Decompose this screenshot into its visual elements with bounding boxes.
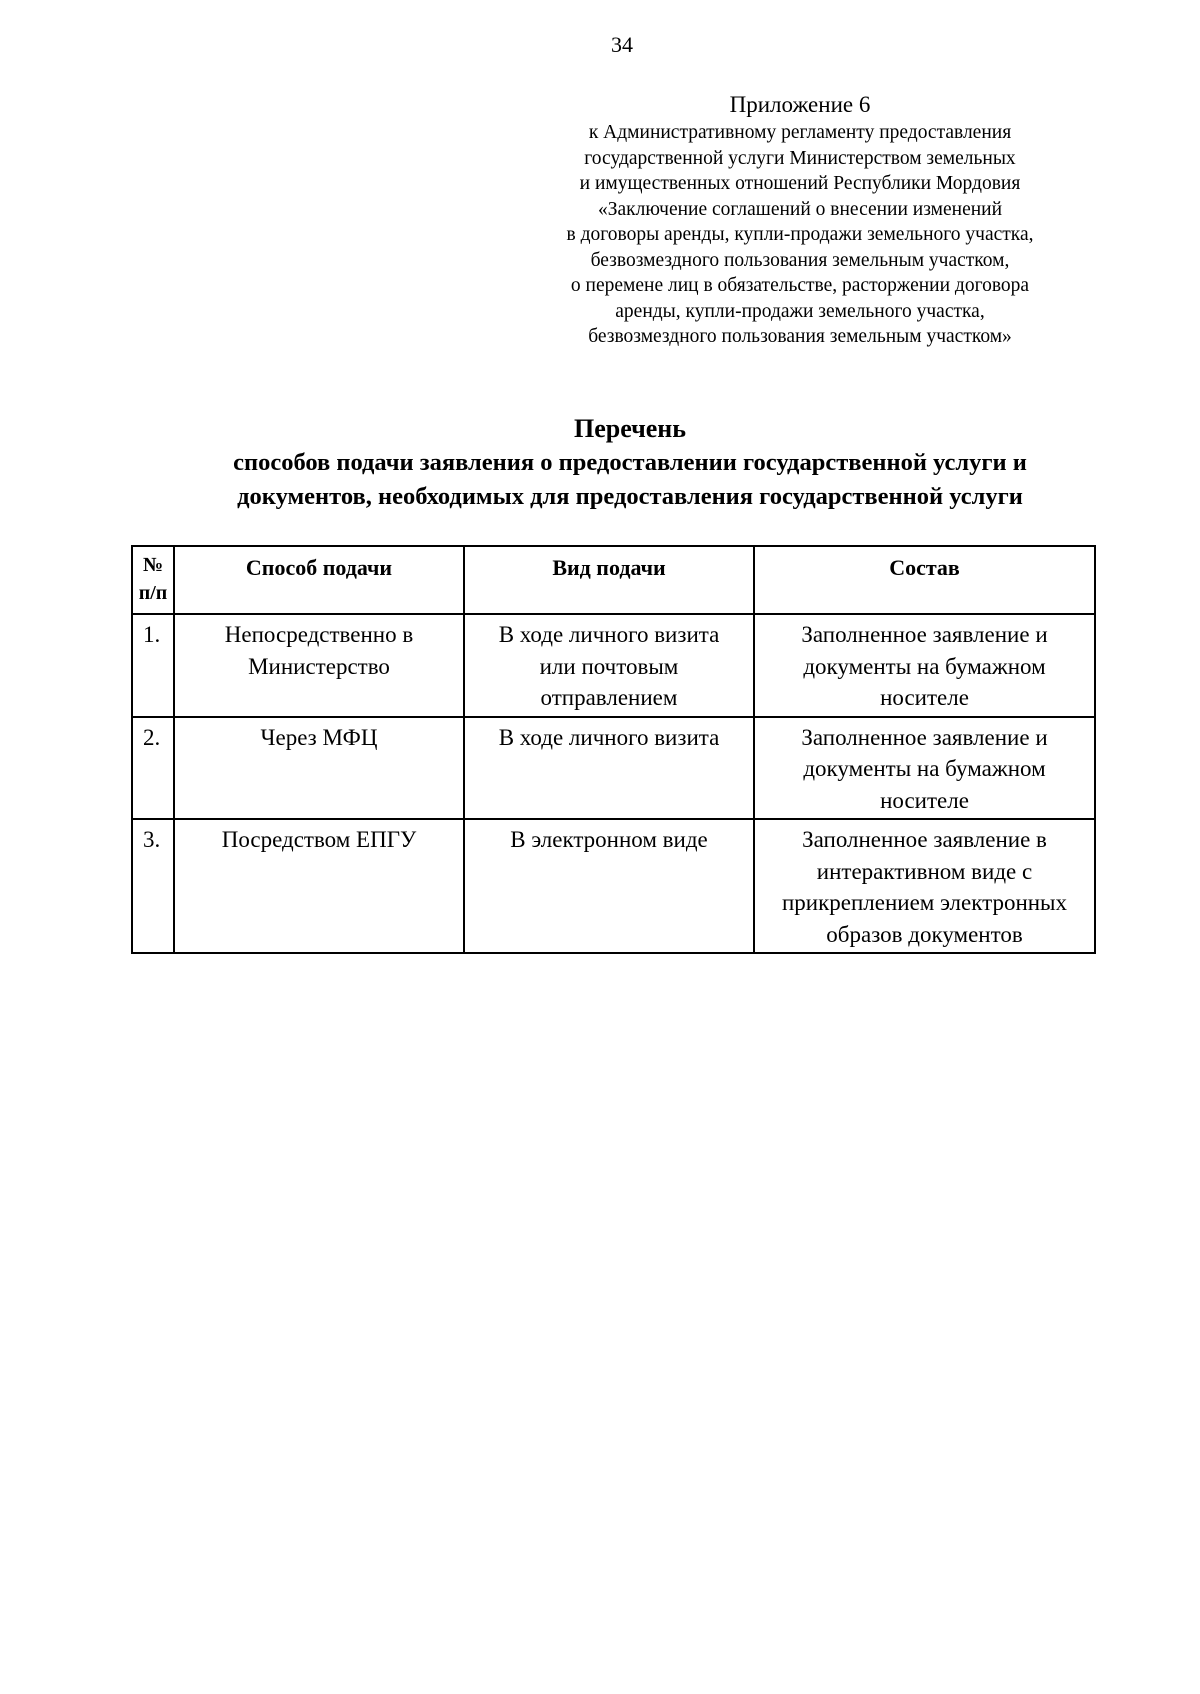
cell-line: носителе	[880, 685, 969, 710]
table-row	[132, 614, 1095, 717]
cell-line: В ходе личного визита	[498, 724, 720, 750]
cell-line: Заполненное заявление в	[802, 827, 1047, 852]
appendix-header	[520, 90, 1080, 350]
appendix-line: аренды, купли-продажи земельного участка,	[615, 300, 985, 322]
table-header-row	[132, 546, 1095, 614]
row-type	[464, 819, 754, 953]
row-type	[464, 614, 754, 717]
document-subtitle-line: способов подачи заявления о предоставлении государственной услуги и	[233, 449, 1027, 476]
appendix-line: в договоры аренды, купли-продажи земельного участка,	[566, 224, 1034, 245]
header-number-line: №	[142, 554, 164, 576]
table-row	[132, 819, 1095, 953]
header-number	[132, 546, 174, 614]
header-type: Вид подачи	[464, 546, 754, 614]
document-subtitle-line: документов, необходимых для предоставления государственной услуги	[237, 483, 1023, 510]
row-type	[464, 717, 754, 820]
row-number: 1.	[132, 614, 174, 717]
row-method	[174, 819, 464, 953]
appendix-line: к Административному регламенту предоставления	[588, 122, 1012, 143]
header-composition: Состав	[754, 546, 1095, 614]
row-number: 2.	[132, 717, 174, 820]
appendix-title: Приложение 6	[729, 92, 871, 117]
appendix-line: государственной услуги Министерством земельных	[584, 147, 1016, 169]
cell-line: документы на бумажном	[803, 756, 1046, 781]
row-method	[174, 614, 464, 717]
header-number-line: п/п	[138, 582, 168, 604]
cell-line: носителе	[880, 787, 969, 813]
cell-line: Заполненное заявление и	[801, 622, 1048, 647]
cell-line: Через МФЦ	[260, 724, 378, 750]
appendix-line: «Заключение соглашений о внесении изменений	[597, 198, 1003, 220]
appendix-line: безвозмездного пользования земельным участком»	[588, 326, 1012, 347]
row-composition	[754, 614, 1095, 717]
header-method: Способ подачи	[174, 546, 464, 614]
appendix-line: о перемене лиц в обязательстве, расторжении договора	[570, 275, 1030, 296]
document-title: Перечень	[573, 414, 687, 443]
row-composition	[754, 717, 1095, 820]
cell-line: Заполненное заявление и	[801, 724, 1048, 750]
cell-line: Посредством ЕПГУ	[221, 827, 417, 852]
document-heading	[130, 412, 1130, 514]
cell-line: прикреплением электронных	[781, 890, 1068, 915]
row-composition	[754, 819, 1095, 953]
cell-line: документы на бумажном	[803, 653, 1046, 679]
cell-line: интерактивном виде с	[816, 858, 1033, 884]
cell-line: В ходе личного визита	[498, 622, 720, 647]
row-number: 3.	[132, 819, 174, 953]
cell-line: отправлением	[540, 685, 678, 710]
row-method	[174, 717, 464, 820]
page-number: 34	[611, 32, 633, 57]
cell-line: образов документов	[826, 921, 1023, 947]
cell-line: Непосредственно в	[224, 622, 414, 647]
appendix-line: и имущественных отношений Республики Мордовия	[579, 173, 1021, 194]
cell-line: В электронном виде	[510, 827, 708, 852]
table-row	[132, 717, 1095, 820]
appendix-line: безвозмездного пользования земельным участком,	[590, 249, 1010, 271]
cell-line: или почтовым	[539, 653, 679, 679]
submission-methods-table	[131, 545, 1096, 954]
cell-line: Министерство	[248, 653, 390, 679]
